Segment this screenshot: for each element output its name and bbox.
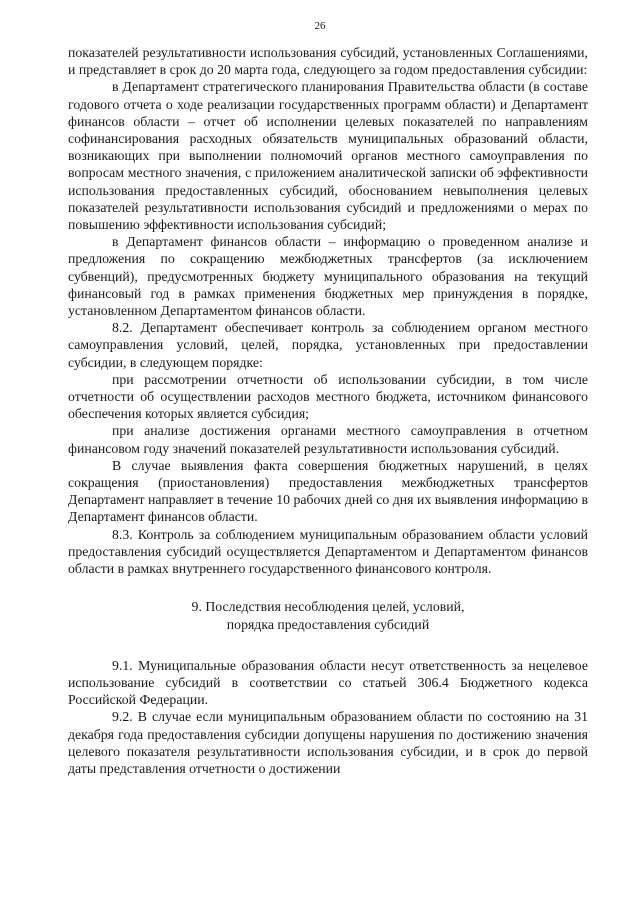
- paragraph: 8.2. Департамент обеспечивает контроль за соблюдением органом местного самоуправления условий, целей, порядка, установленных при предоставлении субсидии, в следующем порядке:: [68, 320, 588, 370]
- document-body: [68, 44, 588, 777]
- paragraph: 9.2. В случае если муниципальным образованием области по состоянию на 31 декабря года предоставления субсидии допущены нарушения по достижению значения целевого показателя результативности использования субсидии, и в срок до первой даты представления отчетности о достижении: [68, 709, 588, 776]
- paragraph: 8.3. Контроль за соблюдением муниципальным образованием области условий предоставления субсидий осуществляется Департаментом и Департаментом финансов области в рамках внутреннего государственного финансового контроля.: [68, 526, 588, 577]
- paragraph: В случае выявления факта совершения бюджетных нарушений, в целях сокращения (приостановления) предоставления межбюджетных трансфертов Департамент направляет в течение 10 рабочих дней со дня их выявления информацию в Департамент финансов области.: [68, 457, 588, 525]
- section-heading: [68, 598, 588, 632]
- paragraph: в Департамент финансов области – информацию о проведенном анализе и предложения по сокращению межбюджетных трансфертов (за исключением субвенций), предусмотренных бюджету муниципального образования на текущий финансовый год в рамках применения бюджетных мер принуждения в порядке, установленном Департаментом финансов области.: [68, 234, 588, 319]
- section-heading-line: порядка предоставления субсидий: [226, 616, 430, 632]
- paragraph: показателей результативности использования субсидий, установленных Соглашениями, и представляет в срок до 20 марта года, следующего за годом предоставления субсидии:: [68, 45, 588, 78]
- section-heading-line: 9. Последствия несоблюдения целей, условий,: [191, 599, 465, 615]
- paragraph: при рассмотрении отчетности об использовании субсидии, в том числе отчетности об осуществлении расходов местного бюджета, источником финансового обеспечения которых является субсидия;: [68, 371, 588, 422]
- page-number: 26: [314, 20, 326, 32]
- paragraph: при анализе достижения органами местного самоуправления в отчетном финансовом году значений показателей результативности использования субсидий.: [68, 423, 588, 456]
- paragraph: 9.1. Муниципальные образования области несут ответственность за нецелевое использование субсидий в соответствии со статьей 306.4 Бюджетного кодекса Российской Федерации.: [68, 657, 588, 708]
- paragraph: в Департамент стратегического планирования Правительства области (в составе годового отчета о ходе реализации государственных программ области) и Департамент финансов области – отчет об исполнении целевых показателей по направлениям софинансирования расходных обязательств муниципальных образований области, возникающих при выполнении полномочий органов местного самоуправления по вопросам местного значения, с приложением аналитической записки об эффективности использования предоставленных субсидий, обоснованием невыполнения целевых показателей результативности использования субсидий и предложениями о мерах по повышению эффективности использования субсидий;: [68, 79, 588, 233]
